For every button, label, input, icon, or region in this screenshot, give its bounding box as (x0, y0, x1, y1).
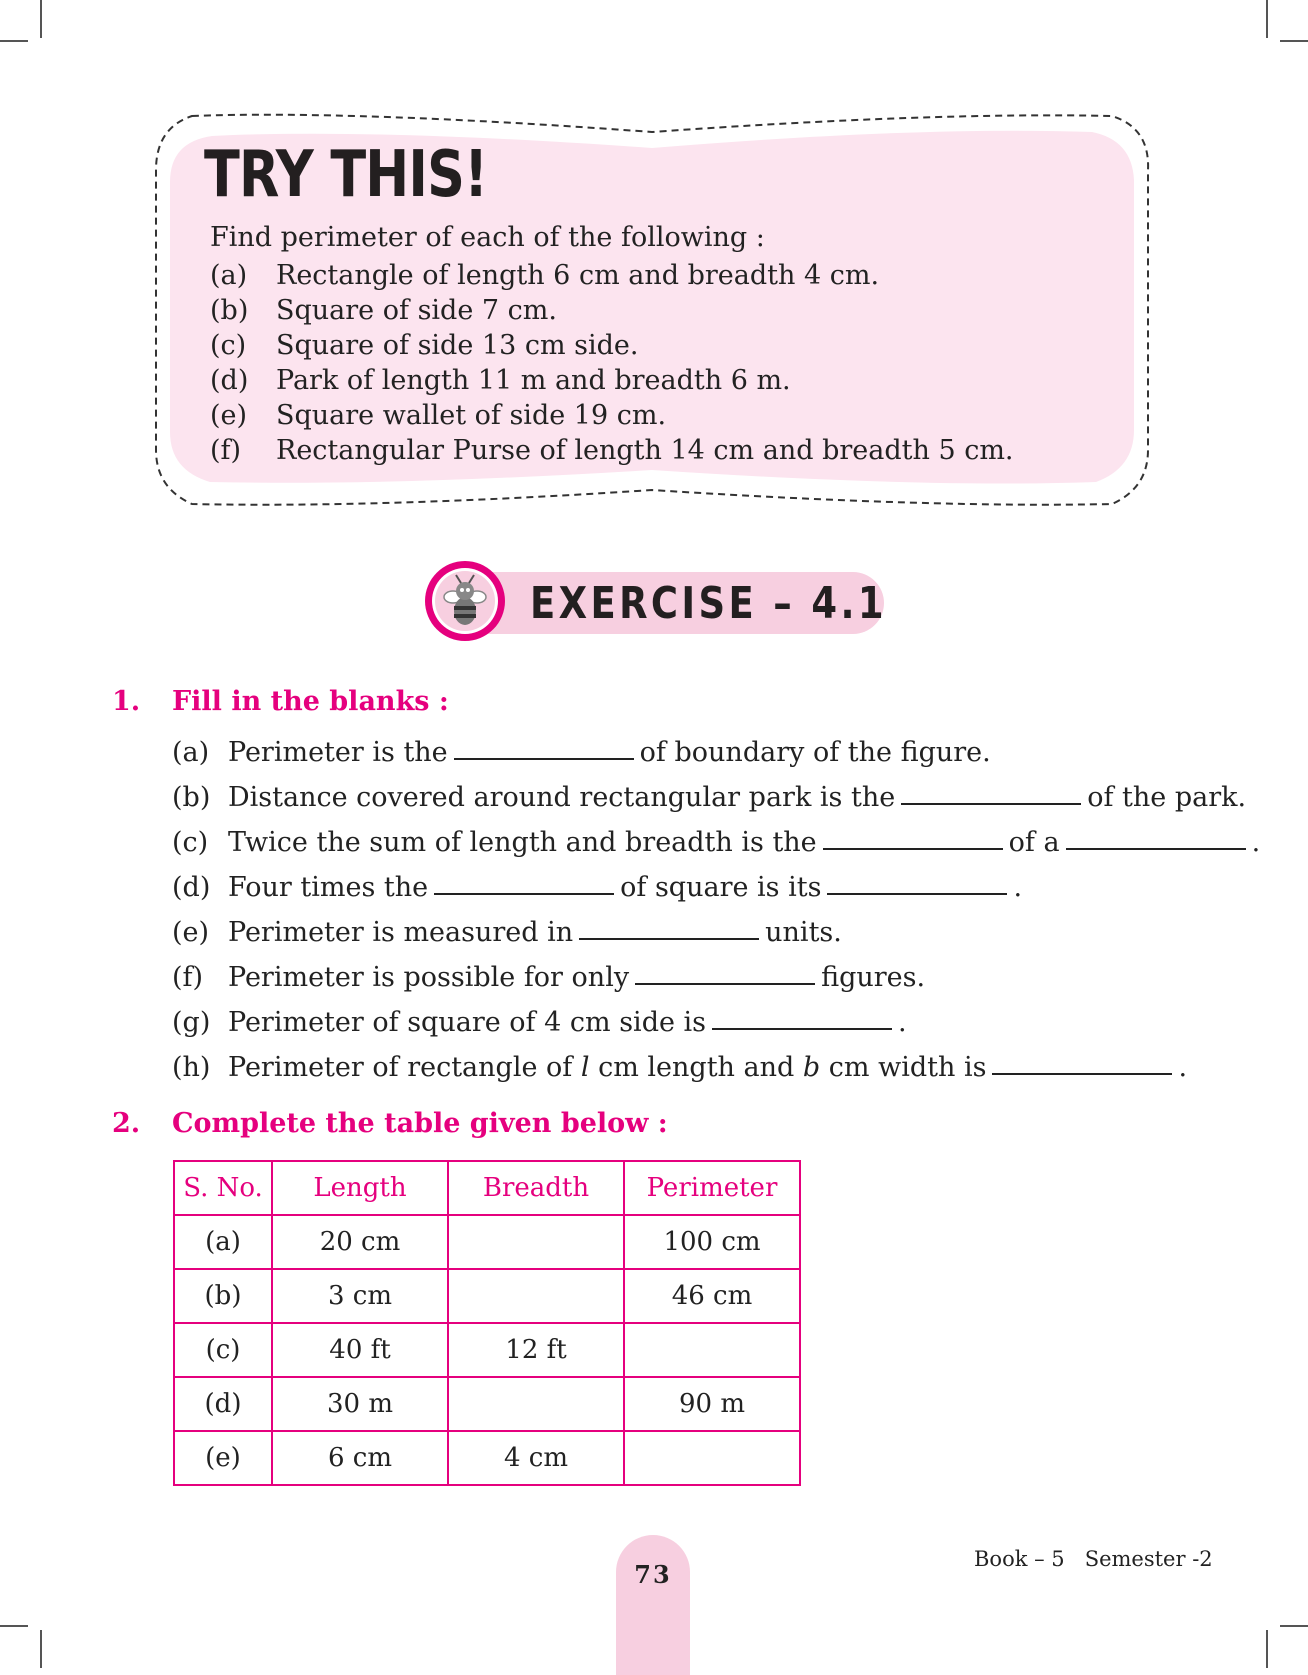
item-label: (a) (172, 737, 210, 768)
table-cell: 3 cm (272, 1269, 448, 1323)
crop-mark (40, 1630, 42, 1668)
try-this-list (210, 258, 1014, 468)
table-cell-blank[interactable] (448, 1377, 624, 1431)
column-header: Perimeter (624, 1161, 800, 1215)
table-cell: (e) (174, 1431, 272, 1485)
table-cell-blank[interactable] (624, 1431, 800, 1485)
crop-mark (0, 1625, 28, 1627)
item-label: (c) (172, 827, 209, 858)
item-text: Square wallet of side 19 cm. (276, 400, 667, 431)
item-text: of square is its (620, 872, 822, 903)
answer-blank[interactable] (579, 910, 759, 940)
question-heading: Complete the table given below : (172, 1108, 668, 1139)
answer-blank[interactable] (635, 955, 815, 985)
item-text: of the park. (1087, 782, 1247, 813)
item-text: Perimeter of square of 4 cm side is (228, 1007, 707, 1038)
table-row (174, 1215, 800, 1269)
question-heading: Fill in the blanks : (172, 686, 449, 717)
crop-mark (0, 40, 28, 42)
item-label: (g) (172, 1007, 211, 1038)
variable-l: l (580, 1052, 590, 1083)
crop-mark (40, 0, 42, 38)
table-cell: 12 ft (448, 1323, 624, 1377)
bee-mascot-icon (423, 559, 507, 643)
item-text: cm width is (828, 1052, 987, 1083)
page-number: 73 (634, 1560, 672, 1589)
item-label: (e) (210, 400, 248, 431)
item-label: (a) (210, 260, 248, 291)
list-item (210, 398, 1014, 433)
crop-mark (1266, 0, 1268, 38)
list-item (210, 328, 1014, 363)
crop-mark (1280, 1625, 1308, 1627)
item-text: . (1251, 827, 1261, 858)
list-item (210, 363, 1014, 398)
list-item (172, 775, 1260, 820)
table-cell: 90 m (624, 1377, 800, 1431)
table-cell: 30 m (272, 1377, 448, 1431)
item-text: of boundary of the figure. (639, 737, 991, 768)
item-text: Perimeter of rectangle of (228, 1052, 573, 1083)
column-header: Length (272, 1161, 448, 1215)
table-cell: (b) (174, 1269, 272, 1323)
item-text: Distance covered around rectangular park is the (228, 782, 896, 813)
list-item (172, 1045, 1260, 1090)
item-text: Four times the (228, 872, 429, 903)
item-label: (c) (210, 330, 247, 361)
crop-mark (1266, 1630, 1268, 1668)
item-text: Perimeter is measured in (228, 917, 574, 948)
table-cell: 6 cm (272, 1431, 448, 1485)
item-text: Square of side 7 cm. (276, 295, 557, 326)
item-label: (b) (172, 782, 211, 813)
page-number-tab (616, 1535, 690, 1675)
question-number: 2. (112, 1108, 141, 1139)
item-text: Perimeter is possible for only (228, 962, 630, 993)
answer-blank[interactable] (454, 730, 634, 760)
table-row (174, 1377, 800, 1431)
list-item (210, 258, 1014, 293)
answer-blank[interactable] (827, 865, 1007, 895)
question-number: 1. (112, 686, 141, 717)
try-this-title: TRY THIS! (204, 138, 488, 212)
table-cell: (d) (174, 1377, 272, 1431)
exercise-title: EXERCISE – 4.1 (530, 578, 887, 629)
list-item (172, 820, 1260, 865)
list-item (172, 910, 1260, 955)
table-row (174, 1269, 800, 1323)
table-cell: 40 ft (272, 1323, 448, 1377)
answer-blank[interactable] (901, 775, 1081, 805)
item-label: (e) (172, 917, 210, 948)
fill-blanks-list (172, 730, 1260, 1090)
answer-blank[interactable] (992, 1045, 1172, 1075)
list-item (172, 865, 1260, 910)
item-text: . (898, 1007, 907, 1038)
item-text: cm length and (598, 1052, 795, 1083)
list-item (210, 293, 1014, 328)
item-text: Square of side 13 cm side. (276, 330, 639, 361)
item-text: figures. (821, 962, 926, 993)
table-header-row (174, 1161, 800, 1215)
item-label: (f) (172, 962, 204, 993)
book-label: Book – 5 (974, 1547, 1065, 1571)
item-text: of a (1008, 827, 1060, 858)
list-item (210, 433, 1014, 468)
table-cell: 100 cm (624, 1215, 800, 1269)
table-cell: (a) (174, 1215, 272, 1269)
try-this-box (152, 110, 1152, 510)
item-label: (b) (210, 295, 249, 326)
list-item (172, 730, 1260, 775)
footer-book-info (974, 1547, 1213, 1571)
item-text: Rectangular Purse of length 14 cm and breadth 5 cm. (276, 435, 1014, 466)
table-cell: (c) (174, 1323, 272, 1377)
perimeter-table (173, 1160, 801, 1486)
semester-label: Semester -2 (1084, 1547, 1213, 1571)
table-cell: 4 cm (448, 1431, 624, 1485)
table-row (174, 1431, 800, 1485)
item-label: (d) (210, 365, 249, 396)
variable-b: b (802, 1052, 821, 1083)
table-cell: 46 cm (624, 1269, 800, 1323)
table-cell-blank[interactable] (448, 1215, 624, 1269)
item-text: Rectangle of length 6 cm and breadth 4 cm. (276, 260, 880, 291)
item-text: Park of length 11 m and breadth 6 m. (276, 365, 791, 396)
item-text: Perimeter is the (228, 737, 448, 768)
item-text: . (1013, 872, 1023, 903)
item-label: (d) (172, 872, 211, 903)
table-cell-blank[interactable] (624, 1323, 800, 1377)
item-text: Twice the sum of length and breadth is the (228, 827, 817, 858)
table-cell: 20 cm (272, 1215, 448, 1269)
answer-blank[interactable] (434, 865, 614, 895)
list-item (172, 955, 1260, 1000)
answer-blank[interactable] (823, 820, 1003, 850)
table-cell-blank[interactable] (448, 1269, 624, 1323)
item-label: (f) (210, 435, 242, 466)
table-row (174, 1323, 800, 1377)
item-text: units. (765, 917, 842, 948)
answer-blank[interactable] (1066, 820, 1246, 850)
item-label: (h) (172, 1052, 211, 1083)
try-this-intro: Find perimeter of each of the following : (210, 222, 765, 253)
item-text: . (1178, 1052, 1188, 1083)
column-header: S. No. (174, 1161, 272, 1215)
answer-blank[interactable] (712, 1000, 892, 1030)
list-item (172, 1000, 1260, 1045)
crop-mark (1280, 40, 1308, 42)
column-header: Breadth (448, 1161, 624, 1215)
